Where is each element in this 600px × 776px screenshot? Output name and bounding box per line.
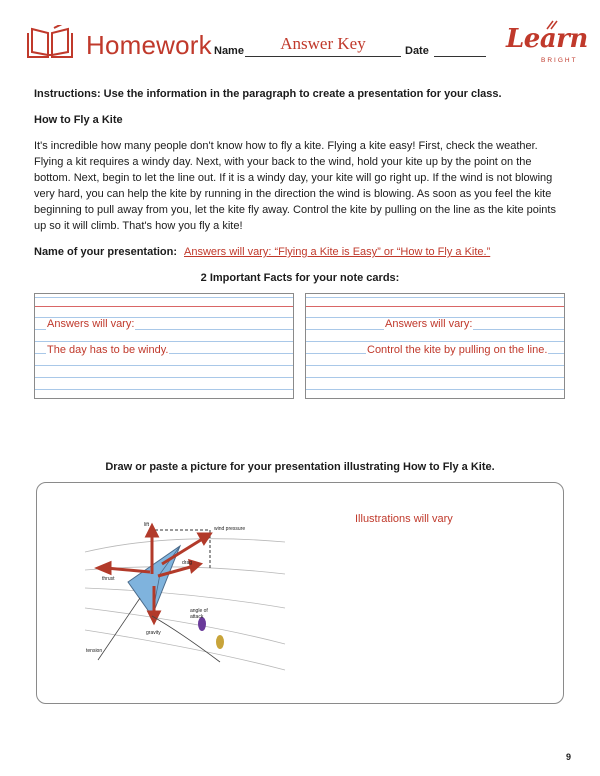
label-gravity: gravity bbox=[146, 630, 161, 636]
presentation-label: Name of your presentation: bbox=[34, 246, 178, 258]
label-wind-pressure: wind pressure bbox=[214, 526, 246, 532]
label-tension: tension bbox=[86, 648, 103, 654]
label-angle-of: angle of bbox=[190, 608, 208, 614]
kite-forces-diagram bbox=[80, 512, 290, 672]
open-book-icon bbox=[24, 25, 76, 61]
section-heading: How to Fly a Kite bbox=[34, 114, 123, 126]
note-card-2[interactable] bbox=[305, 293, 565, 399]
note-card-1-line2: The day has to be windy. bbox=[47, 344, 169, 356]
learn-bright-logo: Learn bbox=[506, 24, 588, 54]
date-field[interactable] bbox=[434, 56, 486, 57]
date-label: Date bbox=[405, 45, 429, 57]
presentation-answer[interactable]: Answers will vary: “Flying a Kite is Easy” or “How to Fly a Kite.” bbox=[184, 246, 491, 258]
label-thrust: thrust bbox=[102, 576, 115, 582]
page-number: 9 bbox=[566, 752, 572, 762]
draw-heading: Draw or paste a picture for your presentation illustrating How to Fly a Kite. bbox=[105, 461, 495, 473]
label-lift: lift bbox=[144, 522, 149, 528]
label-drag: drag bbox=[182, 560, 193, 566]
note-card-1-line1: Answers will vary: bbox=[47, 318, 135, 330]
name-label: Name bbox=[214, 45, 244, 57]
illustration-note: Illustrations will vary bbox=[355, 513, 453, 525]
homework-title: Homework bbox=[86, 30, 212, 60]
note-card-2-line2: Control the kite by pulling on the line. bbox=[367, 344, 548, 356]
note-card-2-line1: Answers will vary: bbox=[385, 318, 473, 330]
instructions: Instructions: Use the information in the paragraph to create a presentation for your class. bbox=[34, 88, 502, 100]
name-underline bbox=[245, 56, 401, 57]
name-field[interactable]: Answer Key bbox=[280, 34, 366, 53]
logo-subtitle: BRIGHT bbox=[541, 57, 578, 64]
label-attack: attack bbox=[190, 614, 204, 620]
reading-paragraph: It's incredible how many people don't know how to fly a kite. Flying a kite easy! First, check the weather. Flying a kit requires a windy day. Next, with your back to the wind, hold your kite up by the point on the bottom. Next, begin to let the line out. If it is a windy day, your kite will go right up. If the wind is not blowing very hard, you can help the kite by running in the direction the wind is blowing. As soon as you feel the kite beginning to pull away from you, let the kite fly away. Control the kite by pulling on the line as the kite points up so it will climb. That's how you fly a kite! bbox=[34, 140, 556, 232]
note-card-1[interactable] bbox=[34, 293, 294, 399]
facts-heading: 2 Important Facts for your note cards: bbox=[200, 272, 400, 284]
